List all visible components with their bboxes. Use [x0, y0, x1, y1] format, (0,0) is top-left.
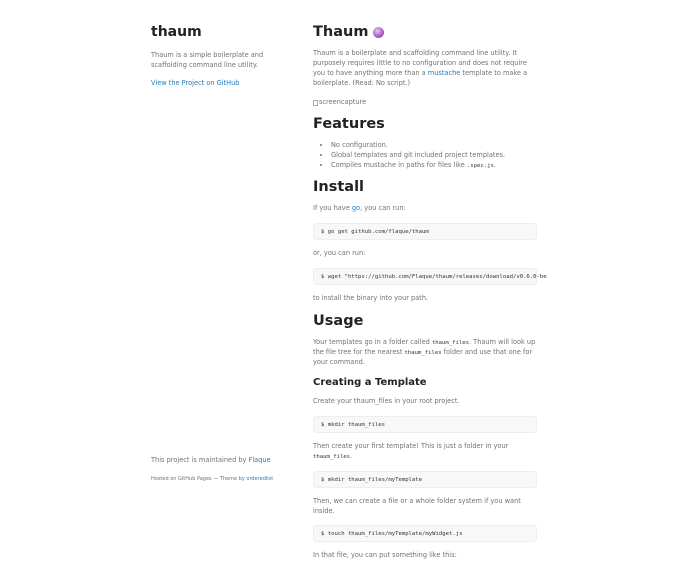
- template-text: Then create your first template! This is just a folder in your: [313, 441, 509, 450]
- crystal-ball-icon: [373, 27, 384, 38]
- broken-image-icon: [313, 100, 318, 106]
- inline-code: thaum_files: [404, 350, 442, 357]
- inline-code: thaum_files: [431, 340, 469, 347]
- features-heading: Features: [313, 115, 385, 132]
- list-item: • No configuration.: [331, 141, 537, 151]
- first-template-paragraph: [313, 442, 537, 462]
- list-item-text-end: .: [493, 161, 496, 170]
- inline-code: .spec.js: [466, 163, 494, 170]
- main-content: [313, 24, 547, 570]
- install-paragraph: [313, 204, 537, 214]
- theme-link[interactable]: orderedlist: [246, 476, 274, 482]
- maintained-text: This project is maintained by: [151, 456, 249, 464]
- usage-text: . Thaum will look up the file tree for the nearest: [313, 338, 536, 357]
- maintainer-link[interactable]: Flaque: [248, 456, 271, 464]
- site-description: Thaum is a simple boilerplate and scaffolding command line utility.: [151, 50, 264, 69]
- create-file-paragraph: Then, we can create a file or a whole folder system if you want inside.: [313, 496, 521, 515]
- usage-paragraph: [313, 338, 537, 368]
- screencapture-image: [313, 98, 537, 108]
- code-block-mkdir[interactable]: $ mkdir thaum_files: [313, 416, 537, 433]
- usage-text: folder and use that one for your command.: [313, 348, 533, 367]
- intro-text: Thaum is a boilerplate and scaffolding command line utility. It purposely requires little to no configuration and does not require you to have anything more than a: [313, 49, 527, 78]
- install-alt-paragraph: or, you can run:: [313, 249, 366, 258]
- install-text-end: , you can run:: [360, 204, 406, 213]
- creating-template-heading: Creating a Template: [313, 377, 427, 389]
- code-block-mkdir-template[interactable]: $ mkdir thaum_files/myTemplate: [313, 471, 537, 488]
- install-heading: Install: [313, 178, 365, 195]
- page-title: [313, 24, 537, 41]
- intro-paragraph: [313, 49, 537, 89]
- site-title: thaum: [151, 24, 202, 40]
- usage-text: Your templates go in a folder called: [313, 338, 432, 347]
- image-alt-text: screencapture: [319, 97, 367, 106]
- inline-code: thaum_files: [313, 453, 351, 460]
- mustache-link[interactable]: mustache: [427, 69, 461, 78]
- file-content-paragraph: In that file, you can put something like this:: [313, 551, 457, 560]
- list-item-text: Compiles mustache in paths for files like: [331, 161, 467, 170]
- features-list: [331, 141, 537, 171]
- list-item: [331, 161, 537, 171]
- github-project-link[interactable]: View the Project on GitHub: [151, 78, 240, 87]
- code-block-go-get[interactable]: $ go get github.com/flaque/thaum: [313, 223, 537, 240]
- hosted-text: Hosted on GitHub Pages — Theme by: [151, 476, 247, 482]
- list-item: • Global templates and git included project templates.: [331, 151, 537, 161]
- template-text-end: .: [350, 451, 353, 460]
- page-title-text: Thaum: [313, 24, 369, 40]
- intro-text-end: template to make a boilerplate. (Read: No script.): [313, 69, 528, 88]
- sidebar: [151, 24, 281, 96]
- hosting-note: [151, 476, 291, 484]
- maintainer-note: [151, 456, 291, 466]
- code-block-wget[interactable]: $ wget "https://github.com/Flaque/thaum/releases/download/v0.6.0-be: [313, 268, 537, 285]
- install-text: If you have: [313, 204, 352, 213]
- install-path-paragraph: to install the binary into your path.: [313, 294, 429, 303]
- usage-heading: Usage: [313, 312, 364, 329]
- create-files-paragraph: Create your thaum_files in your root project.: [313, 397, 460, 406]
- go-link[interactable]: go: [351, 204, 361, 213]
- code-block-touch[interactable]: $ touch thaum_files/myTemplate/myWidget.js: [313, 525, 537, 542]
